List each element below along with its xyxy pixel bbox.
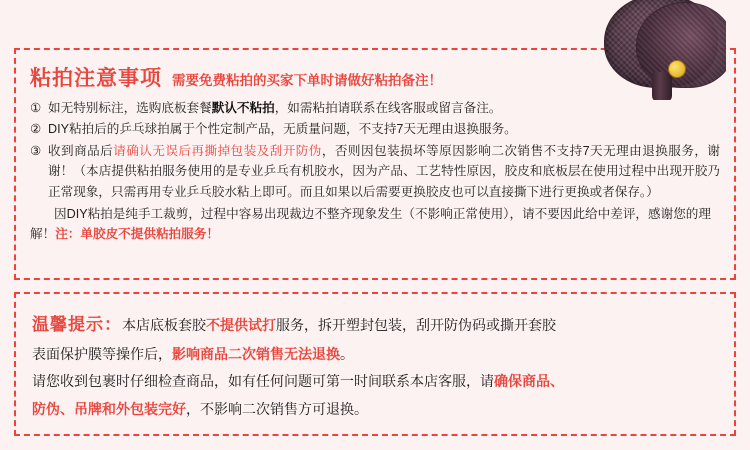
tips-line-3	[32, 368, 718, 395]
tips-label: 温馨提示：	[32, 315, 122, 334]
tips-line-2	[32, 341, 718, 368]
notice-list	[30, 98, 720, 202]
text-segment-highlight: 影响商品二次销售无法退换	[172, 346, 340, 363]
list-item	[30, 119, 720, 139]
list-item-number: ②	[30, 122, 42, 137]
text-segment: 收到商品后	[48, 143, 114, 158]
text-segment: 表面保护膜等操作后，	[32, 346, 172, 363]
racket-handle-icon	[652, 72, 672, 100]
text-segment-highlight: 注：单胶皮不提供粘拍服务！	[55, 227, 219, 242]
text-segment-highlight: 不提供试打	[206, 317, 276, 333]
tips-line-1	[32, 308, 718, 341]
list-item	[30, 98, 720, 118]
list-item-text	[48, 98, 720, 118]
text-segment: ，不影响二次销售方可退换。	[186, 400, 368, 417]
text-segment: 请您收到包裹时仔细检查商品，如有任何问题可第一时间联系本店客服，请	[32, 373, 494, 390]
text-segment: 服务，拆开塑封包装，刮开防伪码或撕开套胶	[276, 317, 556, 333]
list-item	[30, 141, 720, 202]
text-segment: ，否则因包装损坏等原因影响二次销售不支持7天无理由退换服务，谢谢！（本店提供粘拍服务使用的是专业乒乓有机胶水，因为产品、工艺特性原因，胶皮和底板层在使用过程中出现开胶乃正常现象，只需再用专业乒乓胶水粘上即可。而且如果以后需要更换胶皮也可以直接撕下进行更换或者保存。）	[48, 143, 720, 199]
text-segment: 。	[340, 346, 354, 363]
text-segment-highlight: 确保商品、	[494, 373, 564, 390]
text-segment: 如无特别标注，选购底板套餐	[48, 101, 212, 115]
tips-box	[14, 292, 736, 436]
list-item-number: ①	[30, 101, 42, 115]
text-segment: DIY粘拍后的乒乓球拍属于个性定制产品，无质量问题，不支持7天无理由退换服务。	[48, 122, 517, 137]
text-segment-bold: 默认不粘拍	[211, 101, 275, 115]
text-segment: ，如需粘拍请联系在线客服或留言备注。	[274, 101, 502, 115]
list-item-text	[48, 119, 720, 139]
text-segment: 因DIY粘拍是纯手工裁剪，过程中容易出现裁边不整齐现象发生（不影响正常使用），请不要因此给中差评，感谢您的理解！	[30, 206, 711, 242]
text-segment-highlight: 防伪、吊牌和外包装完好	[32, 400, 186, 417]
racket-badge-icon	[668, 60, 686, 78]
notice-title: 粘拍注意事项	[30, 67, 162, 90]
notice-subtitle: 需要免费粘拍的买家下单时请做好粘拍备注！	[172, 73, 442, 88]
list-item-number: ③	[30, 143, 42, 158]
notice-tail	[30, 204, 720, 245]
table-tennis-racket-image	[596, 0, 726, 100]
text-segment-highlight: 请确认无误后再撕掉包装及刮开防伪	[113, 143, 322, 158]
list-item-text	[48, 141, 720, 202]
tips-line-4	[32, 396, 718, 423]
text-segment: 本店底板套胶	[122, 317, 206, 333]
